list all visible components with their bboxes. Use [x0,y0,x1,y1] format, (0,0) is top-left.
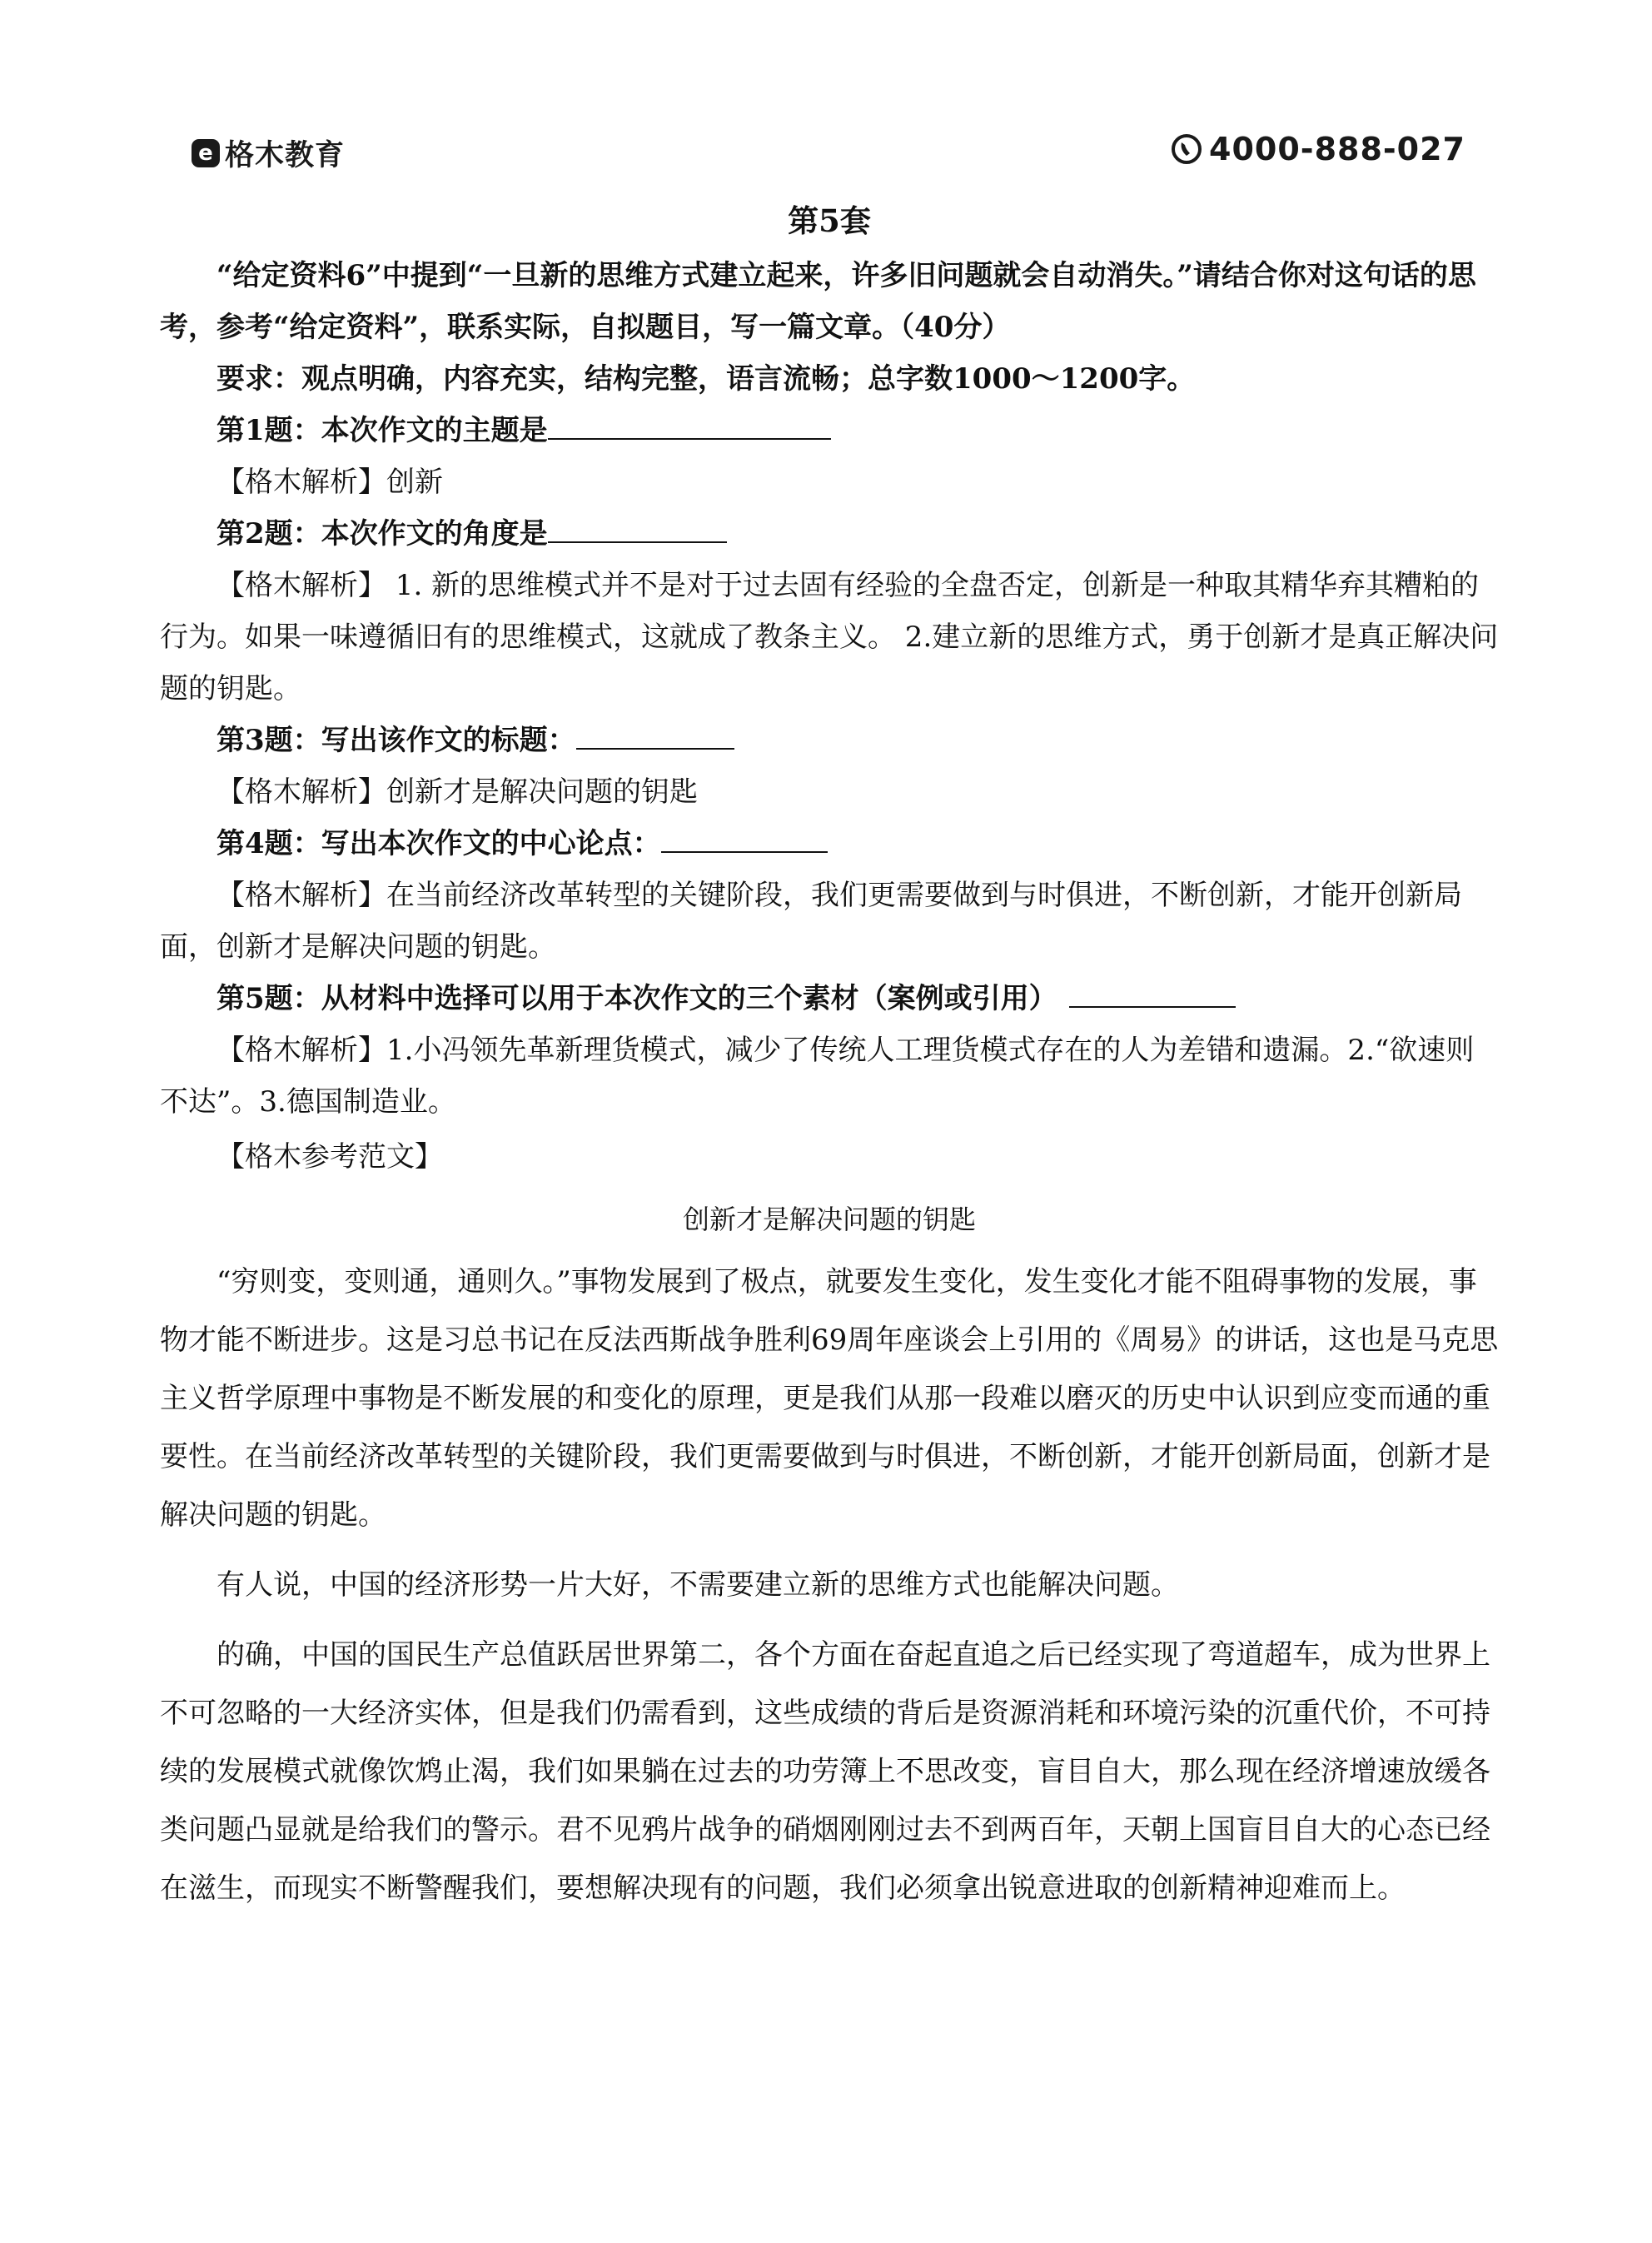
answer-3: 【格木解析】创新才是解决问题的钥匙 [216,775,698,809]
sample-label: 【格木参考范文】 [216,1140,443,1174]
question-5: 第5题：从材料中选择可以用于本次作文的三个素材（案例或引用） [160,973,1499,1024]
essay-title: 创新才是解决问题的钥匙 [682,1204,976,1235]
answer-blank [576,723,734,750]
logo-icon: e [192,139,220,167]
question-2: 第2题：本次作文的角度是 [160,508,1499,560]
contact-phone [1171,131,1465,167]
answer-blank [548,413,831,440]
question-4: 第4题：写出本次作文的中心论点： [160,818,1499,870]
essay-prompt: “给定资料6”中提到“一旦新的思维方式建立起来，许多旧问题就会自动消失。”请结合你对这句话的思考，参考“给定资料”，联系实际，自拟题目，写一篇文章。（40分） [160,259,1476,344]
sample-essay [160,1253,1499,1917]
answer-1: 【格木解析】创新 [216,466,443,499]
answer-blank [548,516,727,543]
answer-blank [661,826,828,853]
phone-icon [1171,133,1202,165]
phone-number: 4000-888-027 [1209,131,1465,167]
answer-5: 【格木解析】1.小冯领先革新理货模式，减少了传统人工理货模式存在的人为差错和遗漏。2.“欲速则不达”。3.德国制造业。 [160,1034,1475,1119]
essay-paragraph: 的确，中国的国民生产总值跃居世界第二，各个方面在奋起直追之后已经实现了弯道超车，成为世界上不可忽略的一大经济实体，但是我们仍需看到，这些成绩的背后是资源消耗和环境污染的沉重代价，不可持续的发展模式就像饮鸩止渴，我们如果躺在过去的功劳簿上不思改变，盲目自大，那么现在经济增速放缓各类问题凸显就是给我们的警示。君不见鸦片战争的硝烟刚刚过去不到两百年，天朝上国盲目自大的心态已经在滋生，而现实不断警醒我们，要想解决现有的问题，我们必须拿出锐意进取的创新精神迎难而上。 [160,1638,1490,1905]
document-body [160,192,1499,1917]
question-1: 第1题：本次作文的主题是 [160,405,1499,456]
answer-2: 【格木解析】 1. 新的思维模式并不是对于过去固有经验的全盘否定，创新是一种取其精华弃其糟粕的行为。如果一味遵循旧有的思维模式，这就成了教条主义。 2.建立新的思维方式，勇于创新才是真正解决问题的钥匙。 [160,569,1499,705]
essay-requirement: 要求：观点明确，内容充实，结构完整，语言流畅；总字数1000～1200字。 [216,362,1196,396]
page-header [192,129,1465,179]
answer-blank [1069,981,1236,1008]
brand-logo [192,132,345,174]
page-title: 第5套 [788,202,871,239]
question-3: 第3题：写出该作文的标题： [160,715,1499,766]
answer-4: 【格木解析】在当前经济改革转型的关键阶段，我们更需要做到与时俱进，不断创新，才能开创新局面，创新才是解决问题的钥匙。 [160,879,1462,964]
brand-name: 格木教育 [225,139,346,172]
essay-paragraph: “穷则变，变则通，通则久。”事物发展到了极点，就要发生变化，发生变化才能不阻碍事物的发展，事物才能不断进步。这是习总书记在反法西斯战争胜利69周年座谈会上引用的《周易》的讲话，这也是马克思主义哲学原理中事物是不断发展的和变化的原理，更是我们从那一段难以磨灭的历史中认识到应变而通的重要性。在当前经济改革转型的关键阶段，我们更需要做到与时俱进，不断创新，才能开创新局面，创新才是解决问题的钥匙。 [160,1265,1499,1532]
essay-paragraph: 有人说，中国的经济形势一片大好，不需要建立新的思维方式也能解决问题。 [216,1568,1179,1602]
